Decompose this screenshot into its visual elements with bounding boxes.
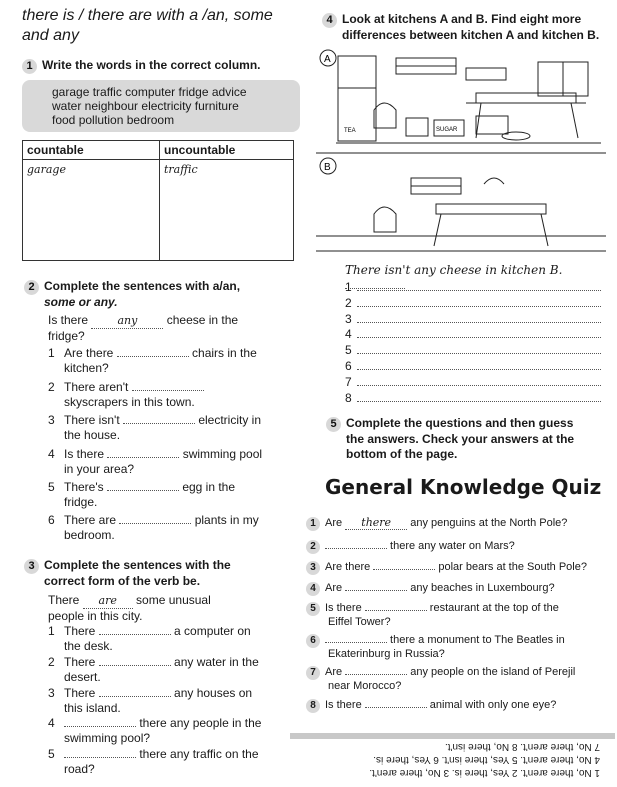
item-number: 4 [48, 447, 55, 461]
ex2-item [48, 480, 288, 510]
tea-label: TEA [344, 128, 356, 134]
answer-uncountable[interactable]: traffic [164, 163, 198, 176]
item-number: 5 [48, 747, 55, 761]
quiz-text-a: Is there [325, 602, 365, 614]
quiz-text-b: any penguins at the North Pole? [407, 517, 568, 529]
ex1-table [22, 140, 294, 261]
word-box-line-1: garage traffic computer fridge advice [52, 85, 247, 99]
table-icon [476, 93, 576, 103]
answer-blank[interactable] [132, 390, 204, 391]
quiz-item [306, 582, 606, 596]
ex4-answer-line [345, 280, 603, 295]
item-text-a: There isn't [64, 413, 123, 427]
item-number: 1 [48, 624, 55, 638]
title-line-1: there is / there are with a /an, some [22, 7, 273, 24]
item-number: 2 [48, 380, 55, 394]
quiz-item-number: 1 [306, 517, 320, 531]
ex2-heading [24, 279, 284, 310]
quiz-text-b: polar bears at the South Pole? [435, 561, 587, 573]
item-number: 3 [48, 413, 55, 427]
answer-blank[interactable] [99, 634, 171, 635]
answer-line-3: 7 No, there aren't. 8 No, there isn't. [444, 741, 600, 752]
item-number: 1 [48, 346, 55, 360]
ex5-number: 5 [326, 417, 341, 432]
ex3-instruction-b: correct form of the verb be. [44, 574, 201, 588]
answer-blank[interactable] [365, 707, 427, 708]
answer-line-1: 1 No, there aren't. 2 Yes, there is. 3 No, there aren't. [369, 767, 600, 778]
title-line-2: and any [22, 27, 79, 44]
item-text-c: in your area? [64, 462, 135, 476]
ex2-instruction-a: Complete the sentences with a/an, [44, 279, 241, 293]
quiz-item-number: 3 [306, 561, 320, 575]
item-text-a: There's [64, 480, 107, 494]
kettle-b-icon [374, 207, 396, 232]
kitchen-b-illustration [316, 156, 606, 256]
quiz-text-c: Ekaterinburg in Russia? [328, 648, 445, 660]
quiz-item-number: 8 [306, 699, 320, 713]
answer-blank[interactable] [99, 696, 171, 697]
answer-blank[interactable] [107, 490, 179, 491]
ex2-example-answer[interactable]: any [91, 313, 163, 329]
ex4-answer-line [345, 296, 603, 311]
bread-icon [476, 116, 508, 134]
ex2-item [48, 513, 288, 543]
item-number: 5 [48, 480, 55, 494]
item-text-b: any water in the [170, 655, 259, 669]
ex1-heading [22, 58, 260, 74]
line-number: 3 [345, 311, 352, 326]
col-uncountable: uncountable [160, 141, 294, 160]
item-number: 2 [48, 655, 55, 669]
ex3-number: 3 [24, 559, 39, 574]
ex2-instruction-b: some or any. [44, 295, 118, 309]
quiz-text-a: Are there [325, 561, 374, 573]
quiz-item [306, 561, 606, 575]
quiz-text-b: there any water on Mars? [387, 540, 515, 552]
answer-blank[interactable] [107, 457, 179, 458]
ex5-instruction-b: the answers. Check your answers at the [346, 432, 575, 446]
ex4-answer-line [345, 391, 603, 406]
line-number: 5 [345, 343, 352, 358]
quiz-text-a: Is there [325, 699, 365, 711]
item-text-b: a computer on [170, 624, 251, 638]
item-text-a: There are [64, 513, 120, 527]
quiz-text-b: restaurant at the top of the [426, 602, 559, 614]
answer-line-2: 4 No, there aren't. 5 Yes, there isn't. 6 Yes, there is. [373, 754, 600, 765]
ex5-instruction-a: Complete the questions and then guess [346, 416, 574, 430]
ex4-number: 4 [322, 13, 337, 28]
item-text-b: plants in my [191, 513, 259, 527]
quiz-text-b: any people on the island of Perejil [407, 666, 576, 678]
kitchen-b-label: B [324, 162, 331, 173]
item-text-c: this island. [64, 701, 121, 715]
item-number: 6 [48, 513, 55, 527]
item-text-c: the house. [64, 428, 121, 442]
sugar-label: SUGAR [436, 127, 458, 133]
line-number: 2 [345, 295, 352, 310]
ex3-example-answer[interactable]: are [83, 593, 133, 609]
ex3-example: There are some unusual people in this city. [48, 593, 211, 623]
answer-blank[interactable] [373, 569, 435, 570]
ex4-answer-line [345, 375, 603, 390]
kitchen-a-illustration [316, 48, 606, 158]
answer-blank[interactable] [117, 356, 189, 357]
item-number: 4 [48, 716, 55, 730]
ex4-answer-line [345, 343, 603, 358]
quiz-text-b: animal with only one eye? [426, 699, 557, 711]
answer-blank[interactable] [325, 642, 387, 643]
ex3-instruction-a: Complete the sentences with the [44, 558, 231, 572]
item-text-b: chairs in the [188, 346, 257, 360]
line-number: 7 [345, 374, 352, 389]
item-text-b: swimming pool [179, 447, 263, 461]
item-text-b: electricity in [194, 413, 262, 427]
item-text-b: any houses on [170, 686, 253, 700]
ex3-item [48, 716, 298, 746]
page-title [22, 6, 302, 46]
answer-blank[interactable] [345, 674, 407, 675]
quiz-item [306, 634, 606, 661]
answer-blank[interactable] [365, 610, 427, 611]
ex4-answer-line [345, 359, 603, 374]
item-text-b: there any traffic on the [136, 747, 259, 761]
item-text-c: fridge. [64, 495, 98, 509]
line-number: 1 [345, 280, 352, 294]
quiz-item [306, 540, 606, 554]
ex3-item [48, 655, 298, 685]
answer-countable[interactable]: garage [27, 163, 66, 176]
ex3-heading [24, 558, 284, 589]
item-text-b: there any people in the [136, 716, 262, 730]
ex2-number: 2 [24, 280, 39, 295]
ex4-answer-line [345, 327, 603, 342]
answer-blank[interactable] [99, 665, 171, 666]
ex4-example: There isn't any cheese in kitchen B. [345, 263, 617, 293]
item-text-c: bedroom. [64, 528, 115, 542]
item-text-c: skyscrapers in this town. [64, 395, 195, 409]
answer-blank[interactable] [357, 385, 601, 386]
ex4-instruction-a: Look at kitchens A and B. Find eight more [342, 12, 582, 26]
table-b-icon [436, 204, 546, 214]
answer-blank[interactable]: there [345, 516, 407, 530]
ex4-heading [322, 12, 612, 43]
answer-blank[interactable] [357, 322, 601, 323]
quiz-text-b: any beaches in Luxembourg? [407, 582, 555, 594]
quiz-item-number: 5 [306, 602, 320, 616]
word-box-line-3: food pollution bedroom [52, 113, 175, 127]
kettle-icon [374, 103, 396, 128]
answer-blank[interactable] [357, 337, 601, 338]
line-number: 8 [345, 390, 352, 405]
answer-blank[interactable] [345, 590, 407, 591]
line-number: 4 [345, 327, 352, 342]
ex4-answer-line [345, 312, 603, 327]
quiz-answers-upside-down [300, 740, 600, 779]
item-text-c: the desk. [64, 639, 113, 653]
ex5-instruction-c: bottom of the page. [346, 447, 458, 461]
quiz-item-number: 6 [306, 634, 320, 648]
answer-blank[interactable] [325, 548, 387, 549]
quiz-item-number: 4 [306, 582, 320, 596]
quiz-item-number: 7 [306, 666, 320, 680]
item-text-a: There [64, 655, 99, 669]
flowers-icon [484, 178, 504, 184]
answer-blank[interactable] [357, 290, 601, 291]
item-text-c: kitchen? [64, 361, 109, 375]
answer-blank[interactable] [119, 523, 191, 524]
ex3-item [48, 686, 298, 716]
quiz-text-a: Are [325, 517, 346, 529]
answer-blank[interactable] [357, 306, 601, 307]
item-text-c: desert. [64, 670, 101, 684]
kitchen-a-label: A [324, 54, 331, 65]
ex2-item [48, 380, 288, 410]
item-text-b: egg in the [178, 480, 236, 494]
quiz-text-a: Are [325, 582, 346, 594]
ex1-instruction: Write the words in the correct column. [42, 58, 261, 72]
quiz-item-number: 2 [306, 540, 320, 554]
item-text-c: swimming pool? [64, 731, 151, 745]
quiz-item [306, 516, 606, 531]
item-text-a: Is there [64, 447, 108, 461]
quiz-item [306, 666, 606, 693]
divider-band [290, 733, 615, 739]
item-number: 3 [48, 686, 55, 700]
answer-blank[interactable] [357, 401, 601, 402]
col-countable: countable [23, 141, 160, 160]
ex3-item [48, 624, 298, 654]
item-text-a: Are there [64, 346, 117, 360]
quiz-item [306, 699, 606, 713]
ex3-item [48, 747, 298, 777]
quiz-item [306, 602, 606, 629]
quiz-text-b: there a monument to The Beatles in [387, 634, 565, 646]
line-number: 6 [345, 359, 352, 373]
word-box [22, 80, 300, 132]
answer-blank[interactable] [357, 353, 601, 354]
ex4-instruction-b: differences between kitchen A and kitchen B. [342, 28, 600, 42]
answer-blank[interactable] [357, 369, 601, 370]
ex5-heading [326, 416, 606, 462]
word-box-line-2: water neighbour electricity furniture [52, 99, 239, 113]
quiz-text-a: Are [325, 666, 346, 678]
ex2-item [48, 413, 288, 443]
ex2-example: Is there any cheese in the fridge? [48, 313, 239, 343]
item-text-a: There [64, 624, 99, 638]
quiz-title: General Knowledge Quiz [325, 475, 602, 499]
answer-blank[interactable] [64, 757, 136, 758]
answer-blank[interactable] [123, 423, 195, 424]
ex2-item [48, 346, 288, 376]
ex2-item [48, 447, 288, 477]
item-text-a: There aren't [64, 380, 132, 394]
quiz-text-c: Eiffel Tower? [328, 616, 391, 628]
ex1-number: 1 [22, 59, 37, 74]
item-text-a: There [64, 686, 99, 700]
item-text-c: road? [64, 762, 95, 776]
quiz-text-c: near Morocco? [328, 680, 402, 692]
answer-blank[interactable] [64, 726, 136, 727]
